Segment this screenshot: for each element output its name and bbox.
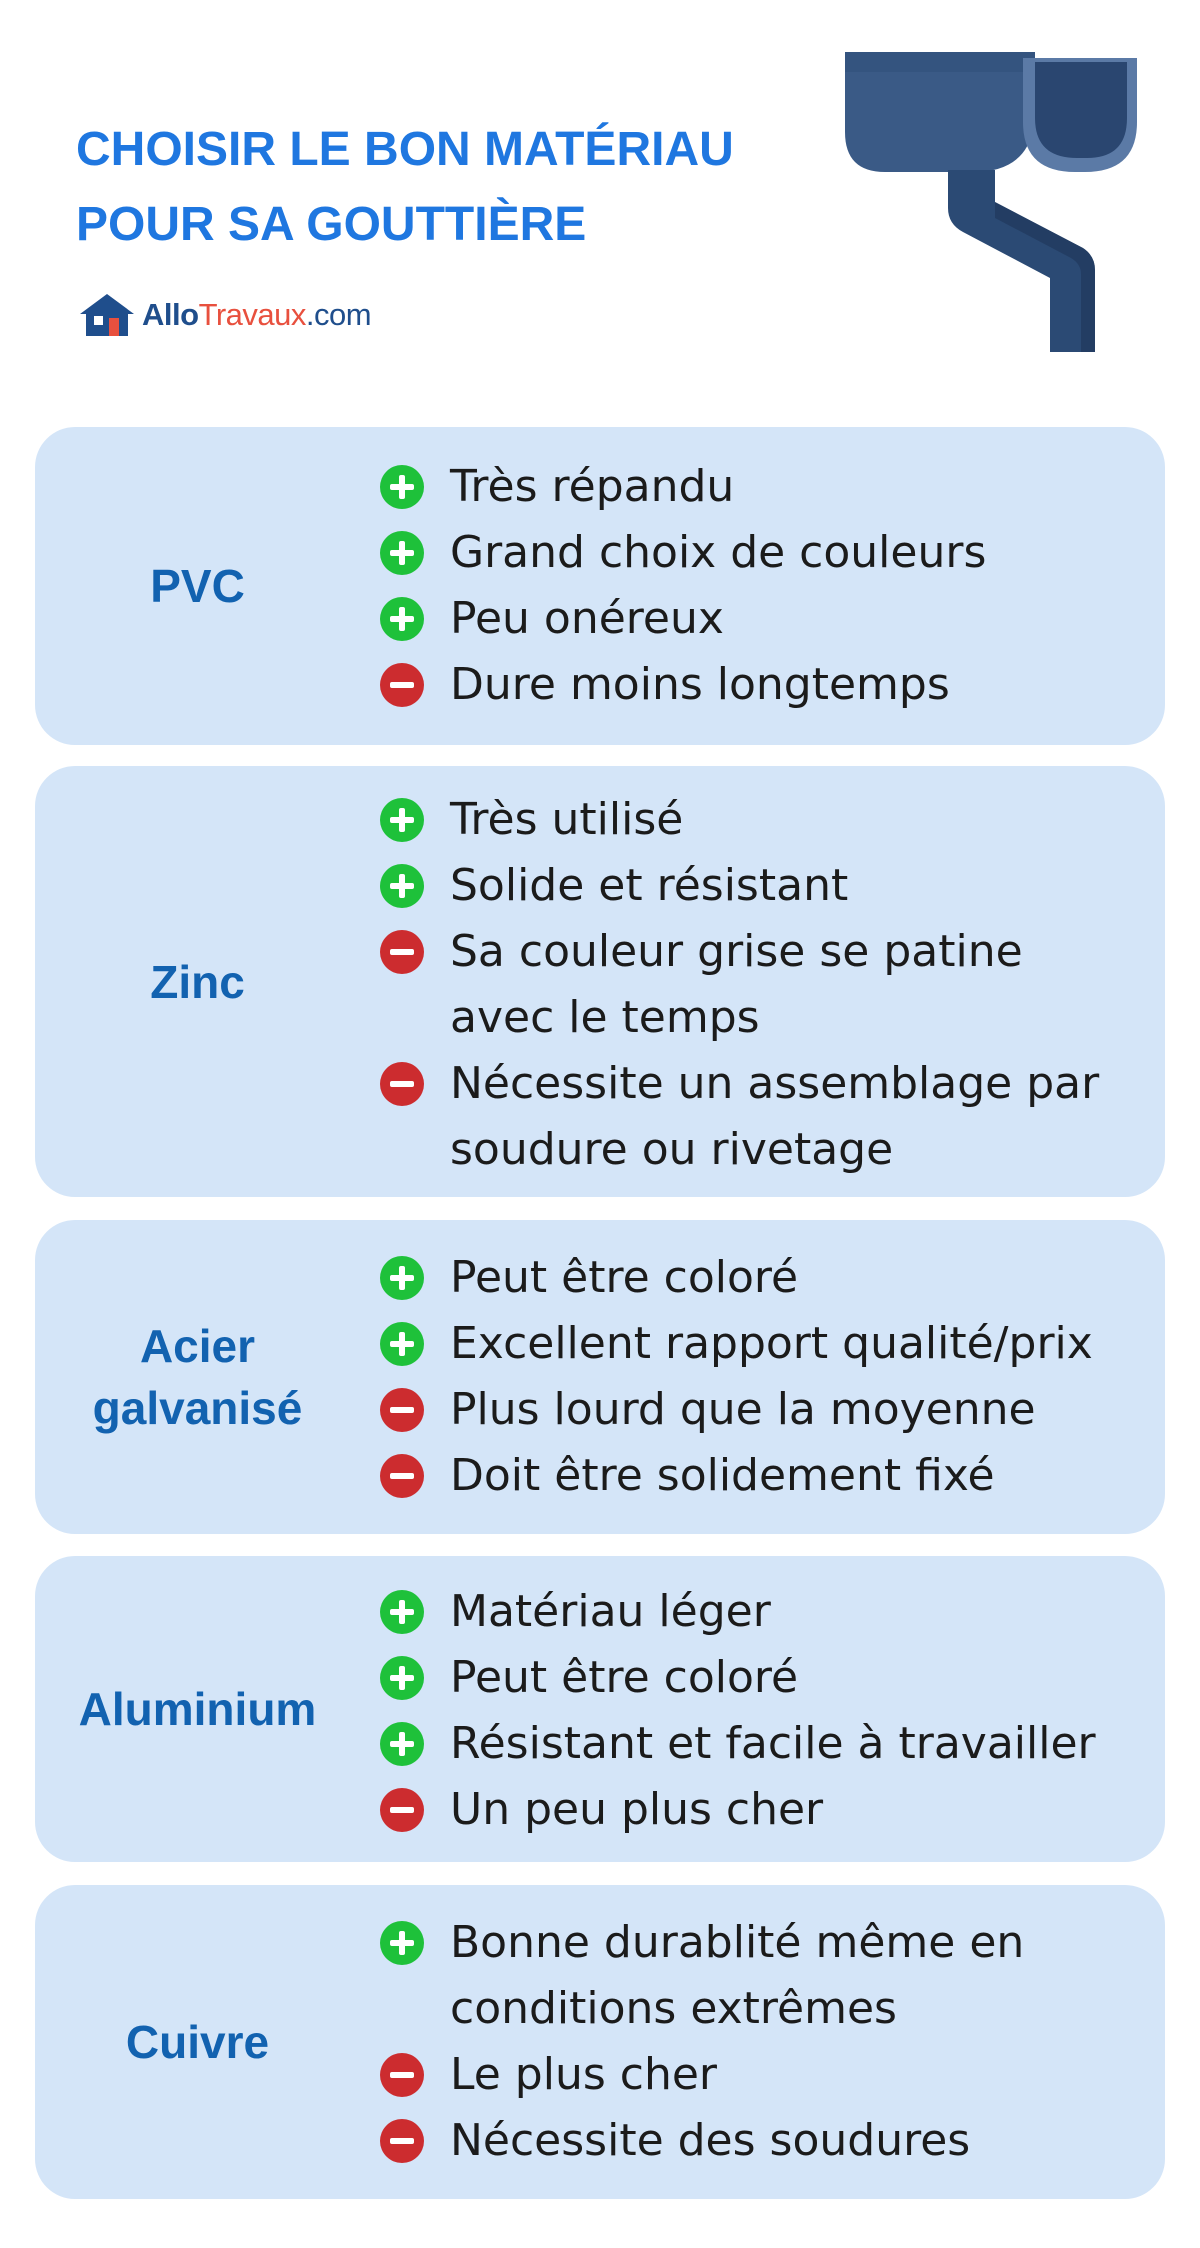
logo-text-travaux: Travaux — [198, 297, 306, 332]
plus-icon — [380, 1722, 424, 1766]
list-item — [345, 1377, 1135, 1443]
item-text: Nécessite un assemblage par soudure ou rivetage — [450, 1058, 1100, 1175]
page-title — [76, 112, 836, 262]
material-name-cuivre: Cuivre — [125, 2016, 270, 2068]
plus-icon — [380, 465, 424, 509]
minus-icon — [380, 2053, 424, 2097]
minus-icon — [380, 663, 424, 707]
list-item — [345, 1245, 1135, 1311]
list-item — [345, 652, 1135, 718]
material-name-zinc: Zinc — [150, 955, 245, 1008]
title-line-2: POUR SA GOUTTIÈRE — [76, 198, 587, 251]
item-text: Un peu plus cher — [450, 1784, 824, 1835]
list-item — [345, 919, 1135, 1051]
plus-icon — [380, 1656, 424, 1700]
minus-icon — [380, 1454, 424, 1498]
list-item — [345, 1777, 1135, 1843]
list-item — [345, 586, 1135, 652]
list-item — [345, 1051, 1135, 1183]
material-name-pvc: PVC — [150, 560, 245, 612]
plus-icon — [380, 1921, 424, 1965]
material-card-zinc — [35, 766, 1165, 1197]
list-item — [345, 1711, 1135, 1777]
house-logo-icon — [78, 292, 136, 338]
list-item — [345, 2108, 1135, 2174]
plus-icon — [380, 597, 424, 641]
minus-icon — [380, 2119, 424, 2163]
item-text: Sa couleur grise se patine avec le temps — [450, 926, 1023, 1043]
list-item — [345, 853, 1135, 919]
material-card-aluminium — [35, 1556, 1165, 1862]
item-text: Bonne durablité même en conditions extrêmes — [450, 1917, 1025, 2034]
plus-icon — [380, 798, 424, 842]
list-item — [345, 454, 1135, 520]
item-text: Peut être coloré — [450, 1252, 799, 1303]
item-text: Matériau léger — [450, 1586, 771, 1637]
item-text: Peu onéreux — [450, 593, 724, 644]
plus-icon — [380, 1256, 424, 1300]
minus-icon — [380, 1062, 424, 1106]
item-text: Dure moins longtemps — [450, 659, 950, 710]
material-card-pvc — [35, 427, 1165, 745]
plus-icon — [380, 864, 424, 908]
plus-icon — [380, 1322, 424, 1366]
item-text: Doit être solidement fixé — [450, 1450, 995, 1501]
logo-text-allo: Allo — [142, 297, 199, 332]
material-card-acier-galvanise — [35, 1220, 1165, 1534]
allotravaux-logo — [78, 290, 371, 340]
minus-icon — [380, 930, 424, 974]
list-item — [345, 1910, 1135, 2042]
material-name-aluminium: Aluminium — [78, 1683, 317, 1735]
item-text: Excellent rapport qualité/prix — [450, 1318, 1093, 1369]
item-text: Nécessite des soudures — [450, 2115, 971, 2166]
item-text: Le plus cher — [450, 2049, 717, 2100]
item-text: Plus lourd que la moyenne — [450, 1384, 1036, 1435]
material-name-acier-galvanise: Acier galvanisé — [92, 1320, 303, 1434]
plus-icon — [380, 1590, 424, 1634]
item-text: Résistant et facile à travailler — [450, 1718, 1096, 1769]
item-text: Très utilisé — [450, 794, 684, 845]
list-item — [345, 520, 1135, 586]
list-item — [345, 2042, 1135, 2108]
item-text: Très répandu — [450, 461, 735, 512]
list-item — [345, 787, 1135, 853]
list-item — [345, 1311, 1135, 1377]
title-line-1: CHOISIR LE BON MATÉRIAU — [76, 123, 734, 176]
item-text: Grand choix de couleurs — [450, 527, 987, 578]
minus-icon — [380, 1388, 424, 1432]
item-text: Peut être coloré — [450, 1652, 799, 1703]
list-item — [345, 1443, 1135, 1509]
gutter-illustration-icon — [845, 52, 1145, 352]
minus-icon — [380, 1788, 424, 1832]
list-item — [345, 1579, 1135, 1645]
list-item — [345, 1645, 1135, 1711]
plus-icon — [380, 531, 424, 575]
logo-text — [142, 297, 371, 333]
material-card-cuivre — [35, 1885, 1165, 2199]
item-text: Solide et résistant — [450, 860, 849, 911]
logo-text-domain: .com — [305, 297, 372, 332]
